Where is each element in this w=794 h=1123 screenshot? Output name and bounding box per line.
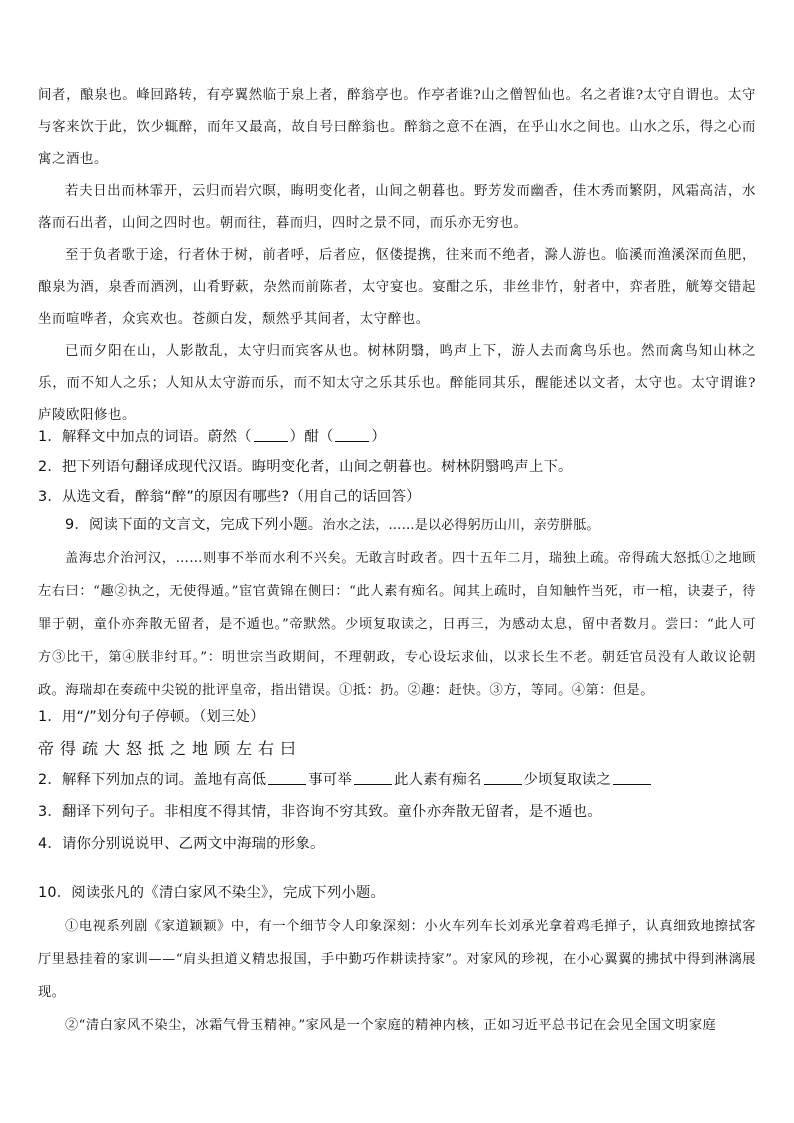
question-9-1-sentence: 帝得疏大怒抵之地顾左右曰 [38,739,303,758]
passage-paragraph-1: 间者，酿泉也。峰回路转，有亭翼然临于泉上者，醉翁亭也。作亭者谁?山之僧智仙也。名之者谁?太守自谓也。太守与客来饮于此，饮少辄醉，而年又最高，故自号曰醉翁也。醉翁之意不在酒，在乎山水之间也。山水之乐，得之心而寓之酒也。 [38,88,756,167]
question-10-section [38,882,756,1042]
question-9-subquestions [38,706,756,855]
question-1-2: 2．把下列语句翻译成现代汉语。晦明变化者，山间之朝暮也。树林阴翳鸣声上下。 [38,459,573,475]
passage-zuiwengting [38,80,756,432]
question-9-passage: 盖海忠介治河汉，……则事不举而水利不兴矣。无敢言时政者。四十五年二月，瑞独上疏。帝得疏大怒抵①之地顾左右曰：“趣②执之，无使得遁。”宦官黄锦在侧曰：“此人素有痴名。闻其上疏时，自知触忤当死，市一棺，诀妻子，待罪于朝，童仆亦奔散无留者，是不遁也。”帝默然。少顷复取读之，日再三，为感动太息，留中者数月。尝曰：“此人可方③比干，第④朕非纣耳。”：明世宗当政期间，不理朝政，专心设坛求仙，以求长生不老。朝廷官员没有人敢议论朝政。海瑞却在奏疏中尖锐的批评皇帝，指出错误。①抵：扔。②趣：赶快。③方，等同。④第：但是。 [38,551,756,698]
passage-paragraph-4: 已而夕阳在山，人影散乱，太守归而宾客从也。树林阴翳，鸣声上下，游人去而禽鸟乐也。然而禽鸟知山林之乐，而不知人之乐；人知从太守游而乐，而不知太守之乐其乐也。醉能同其乐，醒能述以文者，太守也。太守谓谁?庐陵欧阳修也。 [38,344,756,423]
answer-blank[interactable] [335,429,369,442]
answer-blank[interactable] [254,429,288,442]
question-9-heading: 9．阅读下面的文言文，完成下列小题。治水之法，……是以必得躬历山川，亲劳胼胝。 [65,517,600,533]
answer-blank[interactable] [268,772,306,785]
question-9-4: 4．请你分别说说甲、乙两文中海瑞的形象。 [38,836,325,852]
question-1-3: 3．从选文看，醉翁“醉”的原因有哪些?（用自己的话回答） [38,489,421,505]
answer-blank[interactable] [484,772,522,785]
question-9-3: 3．翻译下列句子。非相度不得其情，非咨询不穷其致。童仆亦奔散无留者，是不遁也。 [38,804,602,820]
question-9-2: 2．解释下列加点的词。盖地有高低 事可举 此人素有痴名 少顷复取读之 [38,769,756,791]
question-9-1: 1．用“/”划分句子停顿。（划三处） [38,709,265,725]
question-10-heading: 10．阅读张凡的《清白家风不染尘》，完成下列小题。 [38,885,386,901]
question-10-paragraph-2: ②“清白家风不染尘，冰霜气骨玉精神。”家风是一个家庭的精神内核，正如习近平总书记在会见全国文明家庭 [65,1018,717,1033]
question-9-section [38,514,756,707]
answer-blank[interactable] [354,772,392,785]
passage-paragraph-3: 至于负者歌于途，行者休于树，前者呼，后者应，伛偻提携，往来而不绝者，滁人游也。临溪而渔溪深而鱼肥，酿泉为酒，泉香而酒洌，山肴野蔌，杂然而前陈者，太守宴也。宴酣之乐，非丝非竹，射者中，弈者胜，觥筹交错起坐而喧哗者，众宾欢也。苍颜白发，颓然乎其间者，太守醉也。 [38,248,756,327]
question-1-1: 1．解释文中加点的词语。蔚然（ ）酣（ ） [38,429,387,445]
passage-paragraph-2: 若夫日出而林霏开，云归而岩穴暝，晦明变化者，山间之朝暮也。野芳发而幽香，佳木秀而繁阴，风霜高洁，水落而石出者，山间之四时也。朝而往，暮而归，四时之景不同，而乐亦无穷也。 [38,184,756,231]
question-10-paragraph-1: ①电视系列剧《家道颖颖》中，有一个细节令人印象深刻：小火车列车长刘承光拿着鸡毛掸子，认真细致地擦拭客厅里悬挂着的家训——“肩头担道义精忠报国，手中勤巧作耕读持家”。对家风的珍视，在小心翼翼的拂拭中得到淋漓展现。 [38,919,756,1000]
answer-blank[interactable] [613,772,651,785]
questions-group-1 [38,426,756,508]
